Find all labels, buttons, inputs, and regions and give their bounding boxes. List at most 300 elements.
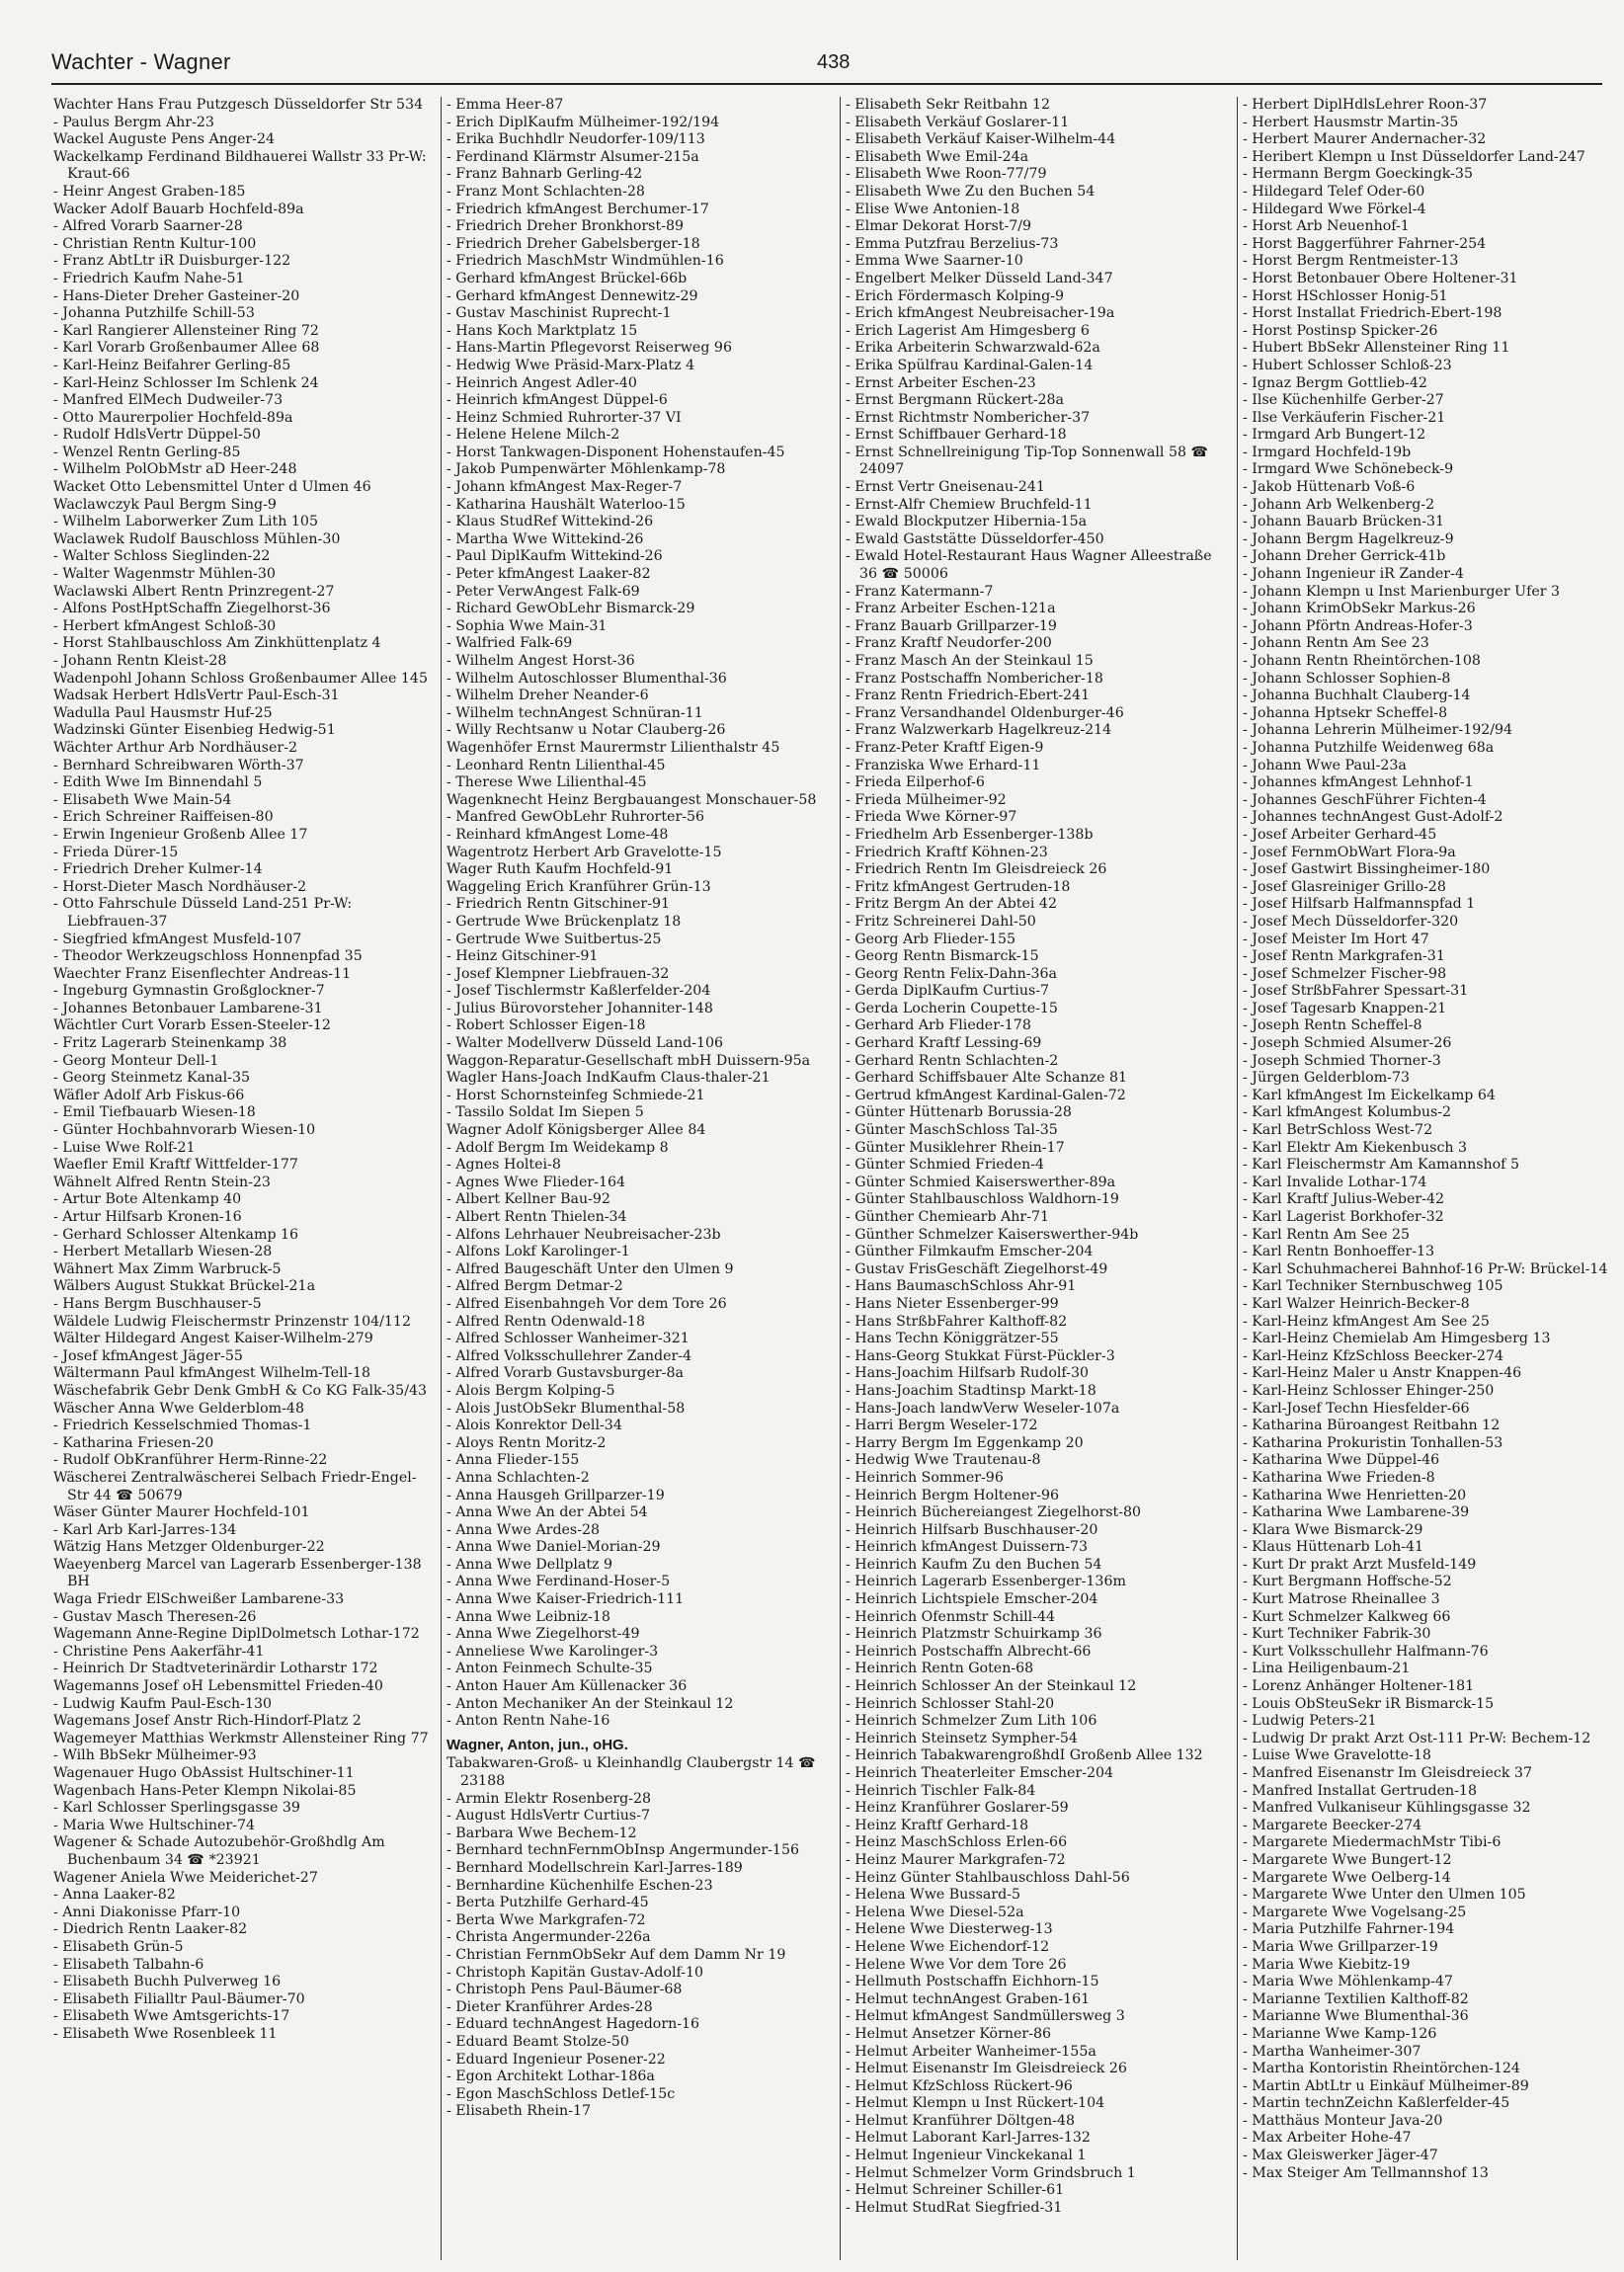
directory-entry: - Ernst Richtmstr Nombericher-37 [846, 409, 1091, 426]
directory-entry: - Josef StrßbFahrer Spessart-31 [1243, 983, 1469, 1000]
directory-entry: - Franz Masch An der Steinkaul 15 [846, 653, 1094, 669]
directory-entry: - Gertrud kfmAngest Kardinal-Galen-72 [846, 1087, 1126, 1103]
directory-entry: - Günter Hochbahnvorarb Wiesen-10 [53, 1122, 316, 1139]
directory-entry: - Anna Hausgeh Grillparzer-19 [447, 1487, 665, 1503]
directory-entry: Wagemeyer Matthias Werkmstr Allensteiner Ring 77 [53, 1730, 429, 1746]
directory-entry: - Alfred Vorarb Gustavsburger-8a [447, 1365, 684, 1382]
directory-entry: - Katharina Wwe Lambarene-39 [1243, 1504, 1470, 1521]
directory-entry: - Katharina Friesen-20 [53, 1434, 214, 1451]
directory-entry: - Bernhard technFernmObInsp Angermunder-156 [447, 1842, 800, 1859]
directory-entry: - Friedrich kfmAngest Berchumer-17 [447, 201, 709, 217]
directory-entry: - Ernst Vertr Gneisenau-241 [846, 479, 1045, 496]
directory-entry: Wagler Hans-Joach IndKaufm Claus-thaler-21 [447, 1070, 771, 1087]
directory-entry: - Dieter Kranführer Ardes-28 [447, 1998, 653, 2015]
directory-entry: - Anneliese Wwe Karolinger-3 [447, 1643, 659, 1660]
directory-entry: - Franziska Wwe Erhard-11 [846, 757, 1041, 773]
directory-entry: - Heinrich Theaterleiter Emscher-204 [846, 1765, 1114, 1781]
directory-entry: - Helmut Klempn u Inst Rückert-104 [846, 2095, 1105, 2112]
directory-entry: - Erika Spülfrau Kardinal-Galen-14 [846, 357, 1094, 373]
directory-entry: - Hans-Martin Pflegevorst Reiserweg 96 [447, 340, 732, 357]
directory-entry: - Heinz Kraftf Gerhard-18 [846, 1817, 1029, 1833]
directory-entry: Waclawek Rudolf Bauschloss Mühlen-30 [53, 530, 341, 547]
directory-entry: - Wilhelm Angest Horst-36 [447, 653, 635, 669]
directory-entry: - Johann Rentn Am See 23 [1243, 635, 1429, 652]
directory-entry: - Josef Klempner Liebfrauen-32 [447, 965, 670, 982]
directory-entry: - Eduard Beamt Stolze-50 [447, 2033, 629, 2050]
directory-entry: - Johann Ingenieur iR Zander-4 [1243, 566, 1464, 583]
directory-entry: - Leonhard Rentn Lilienthal-45 [447, 757, 666, 773]
directory-entry: - Wenzel Rentn Gerling-85 [53, 444, 241, 460]
column-divider [1237, 97, 1238, 2260]
directory-entry: - Horst Postinsp Spicker-26 [1243, 322, 1438, 339]
directory-entry: - Helmut Arbeiter Wanheimer-155a [846, 2043, 1096, 2060]
directory-entry: - Günther Filmkaufm Emscher-204 [846, 1244, 1094, 1260]
directory-entry: - Georg Monteur Dell-1 [53, 1052, 219, 1069]
directory-entry: - Karl-Heinz Chemielab Am Himgesberg 13 [1243, 1331, 1551, 1347]
directory-entry: - Franz Versandhandel Oldenburger-46 [846, 704, 1124, 721]
directory-entry: - Martin AbtLtr u Einkäuf Mülheimer-89 [1243, 2077, 1529, 2094]
directory-entry: - Josef Gastwirt Bissingheimer-180 [1243, 861, 1491, 878]
directory-entry: - Heinrich Schlosser Stahl-20 [846, 1695, 1055, 1712]
directory-entry: - Franz Bahnarb Gerling-42 [447, 166, 643, 183]
directory-entry: - Ernst Schiffbauer Gerhard-18 [846, 427, 1067, 444]
directory-entry: - Heinz MaschSchloss Erlen-66 [846, 1834, 1068, 1851]
directory-entry: - Heribert Klempn u Inst Düsseldorfer Land-247 [1243, 148, 1585, 165]
directory-entry: Wäscherei Zentralwäscherei Selbach Friedr-Engel-Str 44 ☎ 50679 [53, 1469, 417, 1503]
directory-entry: - Karl Techniker Sternbuschweg 105 [1243, 1278, 1503, 1295]
directory-entry: - Gerhard Arb Flieder-178 [846, 1017, 1031, 1034]
directory-entry: Waclawczyk Paul Bergm Sing-9 [53, 496, 277, 513]
directory-entry: - Elisabeth Sekr Reitbahn 12 [846, 97, 1051, 113]
directory-entry: - Theodor Werkzeugschloss Honnenpfad 35 [53, 948, 363, 965]
directory-entry: - Günther Schmelzer Kaiserswerther-94b [846, 1226, 1139, 1243]
directory-entry: - Paulus Bergm Ahr-23 [53, 114, 214, 130]
directory-entry: - Johann Klempn u Inst Marienburger Ufer 3 [1243, 583, 1561, 600]
directory-entry: - Hedwig Wwe Trautenau-8 [846, 1452, 1041, 1469]
directory-entry: - Ewald Gaststätte Düsseldorfer-450 [846, 530, 1104, 547]
directory-entry: - Franz Walzwerkarb Hagelkreuz-214 [846, 722, 1112, 739]
directory-entry: - Erich Schreiner Raiffeisen-80 [53, 809, 274, 826]
directory-entry: - Klara Wwe Bismarck-29 [1243, 1521, 1423, 1538]
directory-entry: - Josef Mech Düsseldorfer-320 [1243, 913, 1459, 930]
directory-entry: - Harri Bergm Weseler-172 [846, 1418, 1038, 1434]
directory-entry: - Heinrich Tischler Falk-84 [846, 1782, 1036, 1799]
directory-entry: - Matthäus Monteur Java-20 [1243, 2112, 1443, 2129]
directory-entry: - Franz Mont Schlachten-28 [447, 183, 645, 200]
directory-entry: - Johann Pförtn Andreas-Hofer-3 [1243, 617, 1473, 634]
directory-entry: - Gerhard kfmAngest Brückel-66b [447, 270, 688, 286]
directory-entry: - Karl Arb Karl-Jarres-134 [53, 1521, 237, 1538]
directory-entry: - Peter kfmAngest Laaker-82 [447, 566, 651, 583]
directory-entry: - Georg Arb Flieder-155 [846, 931, 1016, 947]
directory-entry: - Elisabeth Verkäuf Kaiser-Wilhelm-44 [846, 131, 1116, 148]
directory-entry: Wadenpohl Johann Schloss Großenbaumer Allee 145 [53, 670, 428, 687]
directory-entry: - Karl Rangierer Allensteiner Ring 72 [53, 322, 319, 339]
directory-entry: - Helmut StudRat Siegfried-31 [846, 2199, 1063, 2216]
directory-entry: Waggeling Erich Kranführer Grün-13 [447, 878, 711, 895]
directory-entry: - Ernst Schnellreinigung Tip-Top Sonnenwall 58 ☎ 24097 [846, 444, 1209, 478]
directory-entry: - Heinz Günter Stahlbauschloss Dahl-56 [846, 1869, 1130, 1886]
directory-entry: - Anna Laaker-82 [53, 1887, 176, 1904]
directory-entry: - Hans-Joach landwVerw Weseler-107a [846, 1400, 1120, 1417]
directory-entry: - Elisabeth Wwe Zu den Buchen 54 [846, 183, 1096, 200]
directory-entry: - Friedrich Rentn Gitschiner-91 [447, 896, 671, 913]
directory-entry: - Lorenz Anhänger Holtener-181 [1243, 1678, 1475, 1695]
directory-entry: - Josef Meister Im Hort 47 [1243, 931, 1429, 947]
directory-entry: - Gertrude Wwe Brückenplatz 18 [447, 913, 682, 930]
directory-entry: - Helmut Ansetzer Körner-86 [846, 2025, 1052, 2042]
directory-entry: - Franz-Peter Kraftf Eigen-9 [846, 739, 1044, 756]
directory-entry: - Max Steiger Am Tellmannshof 13 [1243, 2164, 1489, 2181]
directory-entry: Wagner Adolf Königsberger Allee 84 [447, 1122, 706, 1139]
directory-entry: Waga Friedr ElSchweißer Lambarene-33 [53, 1591, 345, 1608]
directory-entry: - Heinrich Kaufm Zu den Buchen 54 [846, 1556, 1102, 1573]
directory-entry: - Ingeburg Gymnastin Großglockner-7 [53, 983, 325, 1000]
directory-entry: - Johann Bauarb Brücken-31 [1243, 514, 1445, 530]
directory-entry: - Elisabeth Verkäuf Goslarer-11 [846, 114, 1070, 130]
directory-entry: - Hermann Bergm Goeckingk-35 [1243, 166, 1473, 183]
directory-entry: - Elisabeth Grün-5 [53, 1938, 184, 1955]
directory-entry: - Helena Wwe Bussard-5 [846, 1887, 1021, 1904]
directory-entry: - Edith Wwe Im Binnendahl 5 [53, 774, 263, 791]
directory-entry: Wackel Auguste Pens Anger-24 [53, 131, 276, 148]
directory-entry: - Helene Helene Milch-2 [447, 427, 620, 444]
directory-entry: - Horst Betonbauer Obere Holtener-31 [1243, 270, 1518, 286]
directory-entry: - Christoph Kapitän Gustav-Adolf-10 [447, 1964, 704, 1981]
directory-entry: - Diedrich Rentn Laaker-82 [53, 1921, 248, 1938]
directory-entry: - Hans Bergm Buschhauser-5 [53, 1295, 262, 1312]
directory-entry: Wagemann Anne-Regine DiplDolmetsch Lothar-172 [53, 1626, 420, 1643]
directory-entry: - Franz Arbeiter Eschen-121a [846, 601, 1056, 617]
directory-entry: - Alfons Lokf Karolinger-1 [447, 1244, 630, 1260]
directory-entry: Waechter Franz Eisenflechter Andreas-11 [53, 965, 352, 982]
directory-entry: - Erich kfmAngest Neubreisacher-19a [846, 305, 1115, 322]
directory-entry: - Karl-Heinz Beifahrer Gerling-85 [53, 357, 291, 373]
directory-entry: - Karl-Heinz KfzSchloss Beecker-274 [1243, 1347, 1503, 1364]
directory-entry: Wachter Hans Frau Putzgesch Düsseldorfer Str 534 [53, 97, 424, 113]
directory-entry: - Anna Wwe Dellplatz 9 [447, 1556, 613, 1573]
directory-entry: - Julius Bürovorsteher Johanniter-148 [447, 1000, 713, 1016]
directory-entry: - Bernhardine Küchenhilfe Eschen-23 [447, 1877, 713, 1894]
directory-entry: - Josef Tagesarb Knappen-21 [1243, 1000, 1447, 1016]
directory-entry: - Manfred Vulkaniseur Kühlingsgasse 32 [1243, 1800, 1531, 1817]
directory-entry: - Wilhelm Autoschlosser Blumenthal-36 [447, 670, 727, 687]
directory-entry: - Johann Dreher Gerrick-41b [1243, 548, 1446, 565]
directory-entry: - August HdlsVertr Curtius-7 [447, 1808, 651, 1825]
directory-entry: - Wilhelm Laborwerker Zum Lith 105 [53, 514, 318, 530]
directory-entry: - Johann Bergm Hagelkreuz-9 [1243, 530, 1454, 547]
directory-entry: - Günter Musiklehrer Rhein-17 [846, 1139, 1065, 1156]
directory-entry: - Gerhard Schlosser Altenkamp 16 [53, 1226, 299, 1243]
directory-entry: - Alfred Schlosser Wanheimer-321 [447, 1331, 690, 1347]
directory-entry: Wager Ruth Kaufm Hochfeld-91 [447, 861, 674, 878]
directory-entry: - Franz Katermann-7 [846, 583, 994, 600]
directory-entry: - Hans BaumaschSchloss Ahr-91 [846, 1278, 1077, 1295]
directory-entry: - Karl kfmAngest Kolumbus-2 [1243, 1104, 1452, 1121]
directory-entry: - Erika Arbeiterin Schwarzwald-62a [846, 340, 1100, 357]
directory-entry: - Günter MaschSchloss Tal-35 [846, 1122, 1058, 1139]
directory-entry: - Johannes Betonbauer Lambarene-31 [53, 1000, 323, 1016]
directory-entry: - Wilhelm PolObMstr aD Heer-248 [53, 461, 297, 478]
directory-entry: - Armin Elektr Rosenberg-28 [447, 1790, 652, 1807]
directory-entry: - Heinrich kfmAngest Duissern-73 [846, 1539, 1089, 1556]
directory-entry: - Karl Schlosser Sperlingsgasse 39 [53, 1800, 300, 1817]
running-head: Wachter - Wagner [51, 49, 231, 74]
directory-entry: - Heinrich Lichtspiele Emscher-204 [846, 1591, 1098, 1608]
directory-entry: - Robert Schlosser Eigen-18 [447, 1017, 646, 1034]
directory-entry: - Johann Rentn Rheintörchen-108 [1243, 653, 1481, 669]
directory-entry: - Joseph Schmied Thorner-3 [1243, 1052, 1441, 1069]
directory-entry: - Johann kfmAngest Max-Reger-7 [447, 479, 683, 496]
directory-entry: - Alfred Volksschullehrer Zander-4 [447, 1347, 692, 1364]
directory-entry: - Max Gleiswerker Jäger-47 [1243, 2148, 1438, 2164]
directory-entry: Waclawski Albert Rentn Prinzregent-27 [53, 583, 335, 600]
directory-entry: - Alois JustObSekr Blumenthal-58 [447, 1400, 686, 1417]
directory-entry: - Hubert Schlosser Schloß-23 [1243, 357, 1452, 373]
directory-entry: - Karl-Heinz Maler u Anstr Knappen-46 [1243, 1365, 1522, 1382]
directory-entry: - Fritz Schreinerei Dahl-50 [846, 913, 1036, 930]
directory-entry: - Karl Schuhmacherei Bahnhof-16 Pr-W: Brückel-14 [1243, 1260, 1608, 1277]
directory-entry: - Katharina Prokuristin Tonhallen-53 [1243, 1434, 1503, 1451]
directory-entry: - Helene Wwe Vor dem Tore 26 [846, 1956, 1067, 1973]
directory-entry: - Otto Maurerpolier Hochfeld-89a [53, 409, 293, 426]
directory-entry: - Heinrich kfmAngest Düppel-6 [447, 392, 668, 409]
directory-entry: - Friedrich Rentn Im Gleisdreieck 26 [846, 861, 1107, 878]
directory-entry: - Ludwig Kaufm Paul-Esch-130 [53, 1695, 273, 1712]
directory-entry: - Elisabeth Wwe Amtsgerichts-17 [53, 2008, 290, 2025]
directory-entry: - Karl BetrSchloss West-72 [1243, 1122, 1433, 1139]
directory-entry: - Walter Wagenmstr Mühlen-30 [53, 566, 276, 583]
directory-entry: - Günter Schmied Frieden-4 [846, 1157, 1045, 1174]
directory-entry: - Johann Schlosser Sophien-8 [1243, 670, 1451, 687]
directory-entry: - Louis ObSteuSekr iR Bismarck-15 [1243, 1695, 1495, 1712]
directory-entry: - Karl-Heinz kfmAngest Am See 25 [1243, 1313, 1490, 1330]
directory-entry: - Helmut Kranführer Döltgen-48 [846, 2112, 1076, 2129]
directory-entry: Wagenbach Hans-Peter Klempn Nikolai-85 [53, 1782, 357, 1799]
directory-entry: - Heinrich Steinsetz Sympher-54 [846, 1730, 1078, 1746]
directory-entry: - Alois Bergm Kolping-5 [447, 1382, 615, 1399]
directory-entry: - Peter VerwAngest Falk-69 [447, 583, 640, 600]
directory-entry: - Egon Architekt Lothar-186a [447, 2069, 655, 2085]
directory-entry: - Johann Rentn Kleist-28 [53, 653, 227, 669]
directory-entry: - Christa Angermunder-226a [447, 1929, 651, 1946]
directory-entry: - Gustav Maschinist Ruprecht-1 [447, 305, 672, 322]
directory-entry: - Friedrich Dreher Gabelsberger-18 [447, 235, 700, 252]
directory-entry: - Horst Baggerführer Fahrner-254 [1243, 235, 1487, 252]
directory-entry: - Gustav FrisGeschäft Ziegelhorst-49 [846, 1260, 1108, 1277]
directory-entry: - Ilse Küchenhilfe Gerber-27 [1243, 392, 1444, 409]
directory-entry: - Elisabeth Wwe Roon-77/79 [846, 166, 1047, 183]
directory-entry: Waefler Emil Kraftf Wittfelder-177 [53, 1157, 298, 1174]
directory-entry: - Hildegard Wwe Förkel-4 [1243, 201, 1426, 217]
directory-entry: - Heinrich Bergm Holtener-96 [846, 1487, 1060, 1503]
directory-entry: - Horst Installat Friedrich-Ebert-198 [1243, 305, 1502, 322]
directory-entry: - Friedrich Kaufm Nahe-51 [53, 270, 245, 286]
directory-entry: Wältermann Paul kfmAngest Wilhelm-Tell-18 [53, 1365, 371, 1382]
directory-entry: - Emma Putzfrau Berzelius-73 [846, 235, 1059, 252]
directory-entry: - Alfons Lehrhauer Neubreisacher-23b [447, 1226, 721, 1243]
directory-entry: - Willy Rechtsanw u Notar Clauberg-26 [447, 722, 726, 739]
directory-entry: - Luise Wwe Rolf-21 [53, 1139, 196, 1156]
directory-entry: - Albert Rentn Thielen-34 [447, 1209, 627, 1225]
directory-entry: - Egon MaschSchloss Detlef-15c [447, 2085, 676, 2102]
directory-entry: Wälbers August Stukkat Brückel-21a [53, 1278, 316, 1295]
directory-entry: Wagentrotz Herbert Arb Gravelotte-15 [447, 844, 722, 860]
directory-entry: - Frieda Wwe Körner-97 [846, 809, 1017, 826]
directory-entry: - Marianne Wwe Blumenthal-36 [1243, 2008, 1469, 2025]
directory-entry: - Johanna Lehrerin Mülheimer-192/94 [1243, 722, 1513, 739]
directory-entry: - Berta Wwe Markgrafen-72 [447, 1911, 646, 1928]
directory-entry: Wäfler Adolf Arb Fiskus-66 [53, 1087, 245, 1103]
directory-entry: - Karl Invalide Lothar-174 [1243, 1174, 1427, 1190]
directory-entry: - Kurt Volksschullehr Halfmann-76 [1243, 1643, 1489, 1660]
directory-entry: - Marianne Wwe Kamp-126 [1243, 2025, 1437, 2042]
directory-entry: - Heinz Schmied Ruhrorter-37 VI [447, 409, 682, 426]
directory-entry: - Eduard technAngest Hagedorn-16 [447, 2016, 700, 2033]
directory-entry: - Friedrich Dreher Kulmer-14 [53, 861, 263, 878]
directory-entry: - Josef Schmelzer Fischer-98 [1243, 965, 1447, 982]
directory-entry: - Ignaz Bergm Gottlieb-42 [1243, 374, 1427, 391]
directory-entry: - Anton Hauer Am Küllenacker 36 [447, 1678, 688, 1695]
directory-entry: - Agnes Wwe Flieder-164 [447, 1174, 626, 1190]
directory-entry: - Hans-Joachim Hilfsarb Rudolf-30 [846, 1365, 1090, 1382]
directory-entry: - Friedhelm Arb Essenberger-138b [846, 826, 1094, 843]
directory-entry: - Aloys Rentn Moritz-2 [447, 1434, 607, 1451]
directory-entry: Wagener & Schade Autozubehör-Großhdlg Am Buchenbaum 34 ☎ *23921 [53, 1834, 385, 1868]
directory-entry: Waeyenberg Marcel van Lagerarb Essenberger-138 BH [53, 1556, 422, 1590]
column-divider [840, 97, 841, 2260]
directory-entry: - Franz Postschaffn Nombericher-18 [846, 670, 1103, 687]
directory-entry: - Maria Wwe Grillparzer-19 [1243, 1938, 1438, 1955]
directory-entry: - Herbert Metallarb Wiesen-28 [53, 1244, 273, 1260]
directory-entry: Wagenauer Hugo ObAssist Hultschiner-11 [53, 1765, 355, 1781]
directory-entry: - Günther Chemiearb Ahr-71 [846, 1209, 1050, 1225]
directory-entry: - Heinrich Büchereiangest Ziegelhorst-80 [846, 1504, 1142, 1521]
directory-entry: - Alfred Bergm Detmar-2 [447, 1278, 623, 1295]
directory-entry: - Christian FernmObSekr Auf dem Damm Nr 19 [447, 1946, 786, 1963]
directory-entry: - Anna Schlachten-2 [447, 1469, 590, 1486]
directory-entry: - Helene Wwe Diesterweg-13 [846, 1921, 1053, 1938]
directory-entry: - Heinrich Sommer-96 [846, 1469, 1004, 1486]
directory-entry: - Fritz Lagerarb Steinenkamp 38 [53, 1035, 287, 1052]
column-divider [441, 97, 442, 2260]
directory-entry: - Elisabeth Wwe Rosenbleek 11 [53, 2025, 278, 2042]
directory-entry: - Christian Rentn Kultur-100 [53, 235, 257, 252]
directory-entry: - Kurt Schmelzer Kalkweg 66 [1243, 1608, 1451, 1625]
directory-entry: - Helmut kfmAngest Sandmüllersweg 3 [846, 2008, 1125, 2025]
directory-entry: - Margarete MiedermachMstr Tibi-6 [1243, 1834, 1502, 1851]
directory-entry: - Heinz Kranführer Goslarer-59 [846, 1800, 1069, 1817]
directory-entry: - Maria Wwe Kiebitz-19 [1243, 1956, 1411, 1973]
directory-entry: - Ernst Arbeiter Eschen-23 [846, 374, 1036, 391]
directory-entry: - Elmar Dekorat Horst-7/9 [846, 218, 1032, 235]
directory-entry: Wähnert Max Zimm Warbruck-5 [53, 1260, 282, 1277]
directory-entry: - Heinrich Dr Stadtveterinärdir Lotharstr 172 [53, 1661, 378, 1677]
directory-entry: - Kurt Techniker Fabrik-30 [1243, 1626, 1431, 1643]
directory-entry: - Johann Arb Welkenberg-2 [1243, 496, 1435, 513]
directory-entry: - Elisabeth Wwe Emil-24a [846, 148, 1029, 165]
directory-entry: - Paul DiplKaufm Wittekind-26 [447, 548, 663, 565]
directory-entry: - Agnes Holtei-8 [447, 1157, 561, 1174]
directory-entry: - Tassilo Soldat Im Siepen 5 [447, 1104, 644, 1121]
directory-entry: Wächter Arthur Arb Nordhäuser-2 [53, 739, 298, 756]
directory-entry: - Heinrich Ofenmstr Schill-44 [846, 1608, 1056, 1625]
directory-entry: - Josef Tischlermstr Kaßlerfelder-204 [447, 983, 711, 1000]
directory-entry: Wälter Hildegard Angest Kaiser-Wilhelm-279 [53, 1331, 373, 1347]
directory-entry: - Anna Wwe Daniel-Morian-29 [447, 1539, 661, 1556]
directory-entry: Wäldele Ludwig Fleischermstr Prinzenstr 104/112 [53, 1313, 411, 1330]
directory-entry: - Ludwig Dr prakt Arzt Ost-111 Pr-W: Bechem-12 [1243, 1730, 1591, 1746]
directory-entry: - Josef kfmAngest Jäger-55 [53, 1347, 243, 1364]
directory-entry: - Wilh BbSekr Mülheimer-93 [53, 1747, 257, 1764]
directory-entry: - Alfred Baugeschäft Unter den Ulmen 9 [447, 1260, 734, 1277]
directory-entry: - Elise Wwe Antonien-18 [846, 201, 1020, 217]
directory-entry: - Katharina Haushält Waterloo-15 [447, 496, 686, 513]
directory-entry: Tabakwaren-Groß- u Kleinhandlg Claubergstr 14 ☎ 23188 [447, 1755, 816, 1789]
directory-entry: - Berta Putzhilfe Gerhard-45 [447, 1895, 649, 1911]
directory-entry: - Günter Stahlbauschloss Waldhorn-19 [846, 1191, 1119, 1208]
directory-entry: - Johannes GeschFührer Fichten-4 [1243, 791, 1487, 808]
directory-entry: - Alfred Rentn Odenwald-18 [447, 1313, 645, 1330]
directory-entry: - Anton Rentn Nahe-16 [447, 1713, 610, 1730]
directory-entry: - Ludwig Peters-21 [1243, 1713, 1377, 1730]
directory-entry: - Gerhard kfmAngest Dennewitz-29 [447, 287, 698, 304]
directory-entry: - Heinrich Lagerarb Essenberger-136m [846, 1574, 1126, 1590]
directory-entry: - Gerhard Kraftf Lessing-69 [846, 1035, 1042, 1052]
directory-entry: - Erika Buchhdlr Neudorfer-109/113 [447, 131, 705, 148]
directory-entry: - Helena Wwe Diesel-52a [846, 1904, 1024, 1920]
directory-entry: Wadsak Herbert HdlsVertr Paul-Esch-31 [53, 688, 340, 704]
directory-entry: - Artur Bote Altenkamp 40 [53, 1191, 242, 1208]
directory-entry: - Luise Wwe Gravelotte-18 [1243, 1747, 1431, 1764]
directory-entry: - Manfred Eisenanstr Im Gleisdreieck 37 [1243, 1765, 1532, 1781]
directory-entry: - Kurt Matrose Rheinallee 3 [1243, 1591, 1440, 1608]
directory-entry: - Barbara Wwe Bechem-12 [447, 1825, 637, 1841]
directory-entry: Wacket Otto Lebensmittel Unter d Ulmen 46 [53, 479, 371, 496]
directory-entry: Wagener Aniela Wwe Meiderichet-27 [53, 1869, 318, 1886]
directory-entry: - Karl Fleischermstr Am Kamannshof 5 [1243, 1157, 1519, 1174]
directory-entry: - Heinrich Rentn Goten-68 [846, 1661, 1034, 1677]
directory-entry: - Joseph Rentn Scheffel-8 [1243, 1017, 1422, 1034]
directory-entry: - Gerhard Schiffsbauer Alte Schanze 81 [846, 1070, 1128, 1087]
directory-entry: - Horst Schornsteinfeg Schmiede-21 [447, 1087, 705, 1103]
directory-entry: - Manfred Installat Gertruden-18 [1243, 1782, 1477, 1799]
directory-entry: - Margarete Wwe Oelberg-14 [1243, 1869, 1451, 1886]
directory-entry: Wäscher Anna Wwe Gelderblom-48 [53, 1400, 304, 1417]
directory-entry: - Kurt Bergmann Hoffsche-52 [1243, 1574, 1452, 1590]
directory-entry: - Max Arbeiter Hohe-47 [1243, 2130, 1412, 2147]
directory-entry: - Heinrich Hilfsarb Buschhauser-20 [846, 1521, 1098, 1538]
directory-entry: - Johanna Hptsekr Scheffel-8 [1243, 704, 1448, 721]
directory-entry: Wähnelt Alfred Rentn Stein-23 [53, 1174, 271, 1190]
directory-entry: - Ernst-Alfr Chemiew Bruchfeld-11 [846, 496, 1093, 513]
directory-entry: Wagner, Anton, jun., oHG. [447, 1736, 628, 1753]
directory-entry: Waggon-Reparatur-Gesellschaft mbH Duissern-95a [447, 1052, 811, 1069]
directory-entry: - Maria Wwe Hultschiner-74 [53, 1817, 256, 1833]
directory-entry: - Karl Elektr Am Kiekenbusch 3 [1243, 1139, 1468, 1156]
directory-entry: - Christine Pens Aakerfähr-41 [53, 1643, 265, 1660]
directory-entry: - Walfried Falk-69 [447, 635, 573, 652]
directory-entry: - Martin technZeichn Kaßlerfelder-45 [1243, 2095, 1510, 2112]
directory-entry: - Rudolf ObKranführer Herm-Rinne-22 [53, 1452, 328, 1469]
directory-entry: - Heinrich Schmelzer Zum Lith 106 [846, 1713, 1097, 1730]
directory-entry: - Johannes kfmAngest Lehnhof-1 [1243, 774, 1474, 791]
directory-entry: - Bernhard Schreibwaren Wörth-37 [53, 757, 304, 773]
directory-entry: - Helmut Schmelzer Vorm Grindsbruch 1 [846, 2164, 1136, 2181]
directory-entry: - Anna Flieder-155 [447, 1452, 580, 1469]
directory-entry: - Johanna Buchhalt Clauberg-14 [1243, 688, 1471, 704]
directory-entry: - Alfons PostHptSchaffn Ziegelhorst-36 [53, 601, 331, 617]
